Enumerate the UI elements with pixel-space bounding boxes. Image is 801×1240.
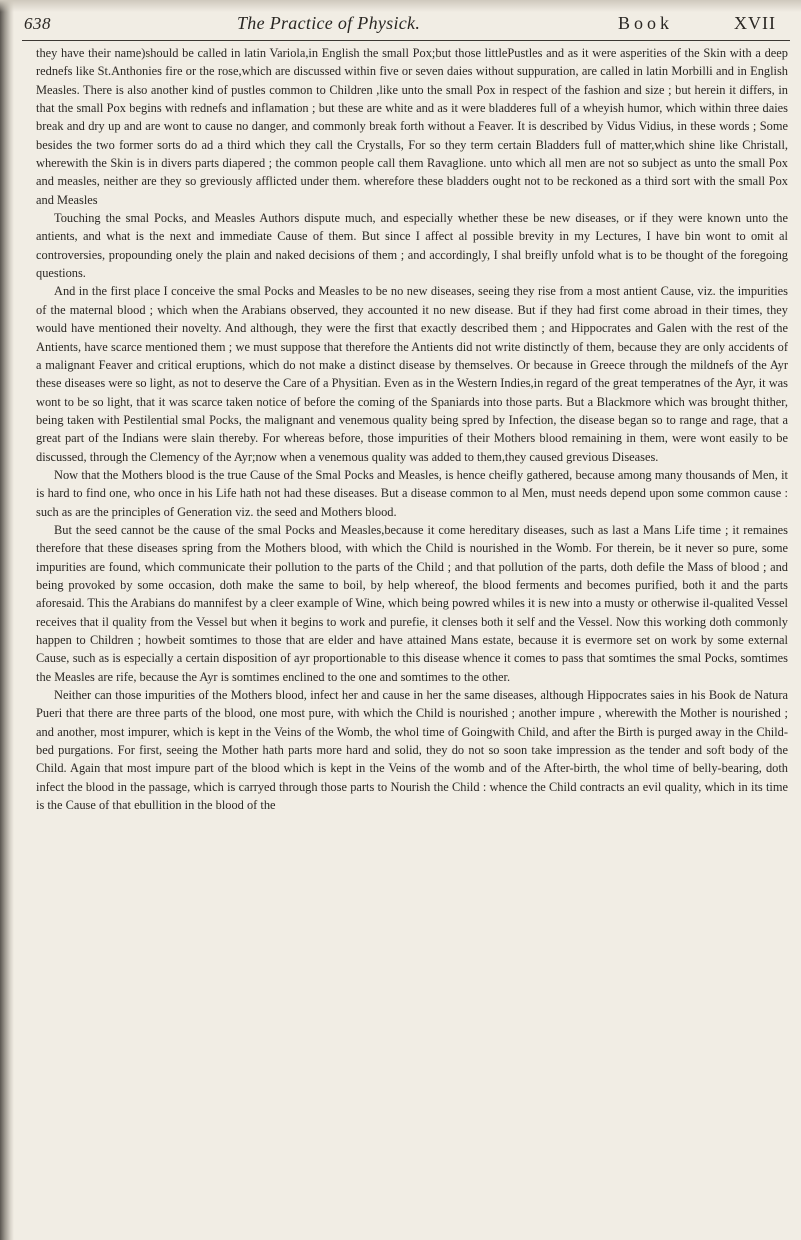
paragraph-1: they have their name)should be called in latin Variola,in English the small Pox;but those littlePustles and as it were asperities of the Skin with a deep rednefs like St.Anthonies fire or the rose,which are discussed within five or seven daies without suppuration, are called in latin Morbilli and in English Measles. There is also another kind of pustles common to Children ,like unto the small Pox in respect of the fashion and size ; but herein it differs, in that the small Pox begins with rednefs and inflamation ; but these are white and as it were bladderes full of a wheyish humor, which within three daies break and dry up and are wont to cause no danger, and commonly break forth without a Feaver. It is described by Vidus Vidius, in these words ; Some besides the two former sorts do ad a third which they call the Crystalls, For so they term certain Bladders full of matter,which shine like Christall, wherewith the Skin is in divers parts diapered ; the common people call them Ravaglione. unto which all men are not so subject as unto the small Pox and measles, neither are they so greviously afflicted under them. wherefore these bladders ought not to be reckoned as a third sort with the small Pox and Measles [36, 46, 788, 207]
paragraph-5: But the seed cannot be the cause of the smal Pocks and Measles,because it come hereditary diseases, such as last a Mans Life time ; it remaines therefore that these diseases spring from the Mothers blood, with which the Child is nourished in the Womb. For therein, be it never so pure, some impurities are found, which communicate their pollution to the parts of the Child ; and that pollution of the parts, doth defile the Mass of blood ; and being provoked by some occasion, doth make the same to boil, by help whereof, the blood ferments and becomes purified, both it and the parts aforesaid. This the Arabians do mannifest by a cleer example of Wine, which being powred whiles it is new into a musty or otherwise il-qualited Vessel receives that il quality from the Vessel but when it begins to work and purefie, it clenses both it self and the Vessel. Now this working doth commonly happen to Children ; howbeit somtimes to those that are elder and have attained Mans estate, because it is evermore set on work by some external Cause, such as is especially a certain disposition of ayr proportionable to this disease whence it comes to pass that somtimes the smal Pocks, somtimes the Measles are rife, because the Ayr is somtimes enclined to the one and somtimes to the other. [36, 522, 788, 684]
running-header [22, 10, 792, 38]
book-number: XVII [734, 13, 776, 33]
paragraph-6: Neither can those impurities of the Mothers blood, infect her and cause in her the same diseases, although Hippocrates saies in his Book de Natura Pueri that there are three parts of the blood, one most pure, with which the Child is nourished ; another impure , wherewith the Mother is nourished ; and another, most impurer, which is kept in the Veins of the Womb, the whol time of Goingwith Child, and after the Birth is purged away in the Child-bed purgations. For first, seeing the Mother hath parts more hard and solid, they do not so soon take impression as the tender and soft body of the Child. Again that most impure part of the blood which is kept in the Veins of the womb and of the After-birth, the whol time of belly-bearing, doth infect the blood in the passage, which is carryed through those parts to Nourish the Child : whence the Child contracts an evil quality, which in its time is the Cause of that ebullition in the blood of the [36, 688, 788, 813]
paragraph-2: Touching the smal Pocks, and Measles Authors dispute much, and especially whether these be new diseases, or if they were known unto the antients, and what is the next and immediate Cause of them. But since I affect al possible brevity in my Lectures, I have bin wont to omit al controversies, propounding onely the plain and naked decisions of them ; and accordingly, I shal breifly unfold what is to be thought of the foregoing questions. [36, 211, 788, 281]
book-label: Book [618, 13, 674, 33]
paragraph-3: And in the first place I conceive the smal Pocks and Measles to be no new diseases, seeing they rise from a most antient Cause, viz. the impurities of the maternal blood ; which when the Arabians observed, they accounted it no new disease. But if they had first come abroad in their times, they would have mentioned their novelty. And although, they were the first that exactly described them ; and Hippocrates and Galen with the rest of the Antients, have scarce mentioned them ; we must suppose that therefore the Antients did not write distinctly of them, because they are only accidents of a malignant Feaver and critical eruptions, which do not make a distinct disease by themselves. Or because in Greece through the mildnefs of the Ayr these diseases were so light, as not to deserve the Care of a Physitian. Even as in the Western Indies,in regard of the great temperatnes of the Ayr, it was wont to be so light, that it was scarce taken notice of before the coming of the Spaniards into those parts. But a Blackmore which was brought thither, being taken with Pestilential smal Pocks, the malignant and venemous quality being spred by Infection, the disease began so to range and rage, that a great part of the Indians were slain thereby. For whereas before, those impurities of their Mothers blood remaining in them, were wont easily to be discussed, through the Clemency of the Ayr;now when a venemous quality was added to them,they caused grevious Diseases. [36, 284, 788, 464]
running-title: The Practice of Physick. [237, 13, 421, 33]
body-text [36, 44, 788, 814]
binding-shadow [0, 0, 14, 1240]
paragraph-4: Now that the Mothers blood is the true Cause of the Smal Pocks and Measles, is hence cheifly gathered, because among many thousands of Men, it is hard to find one, who once in his Life hath not had these diseases. But a disease common to al Men, must needs depend upon some common cause : such as are the principles of Generation viz. the seed and Mothers blood. [36, 467, 788, 519]
header-rule [22, 40, 790, 41]
page-number: 638 [24, 14, 51, 33]
